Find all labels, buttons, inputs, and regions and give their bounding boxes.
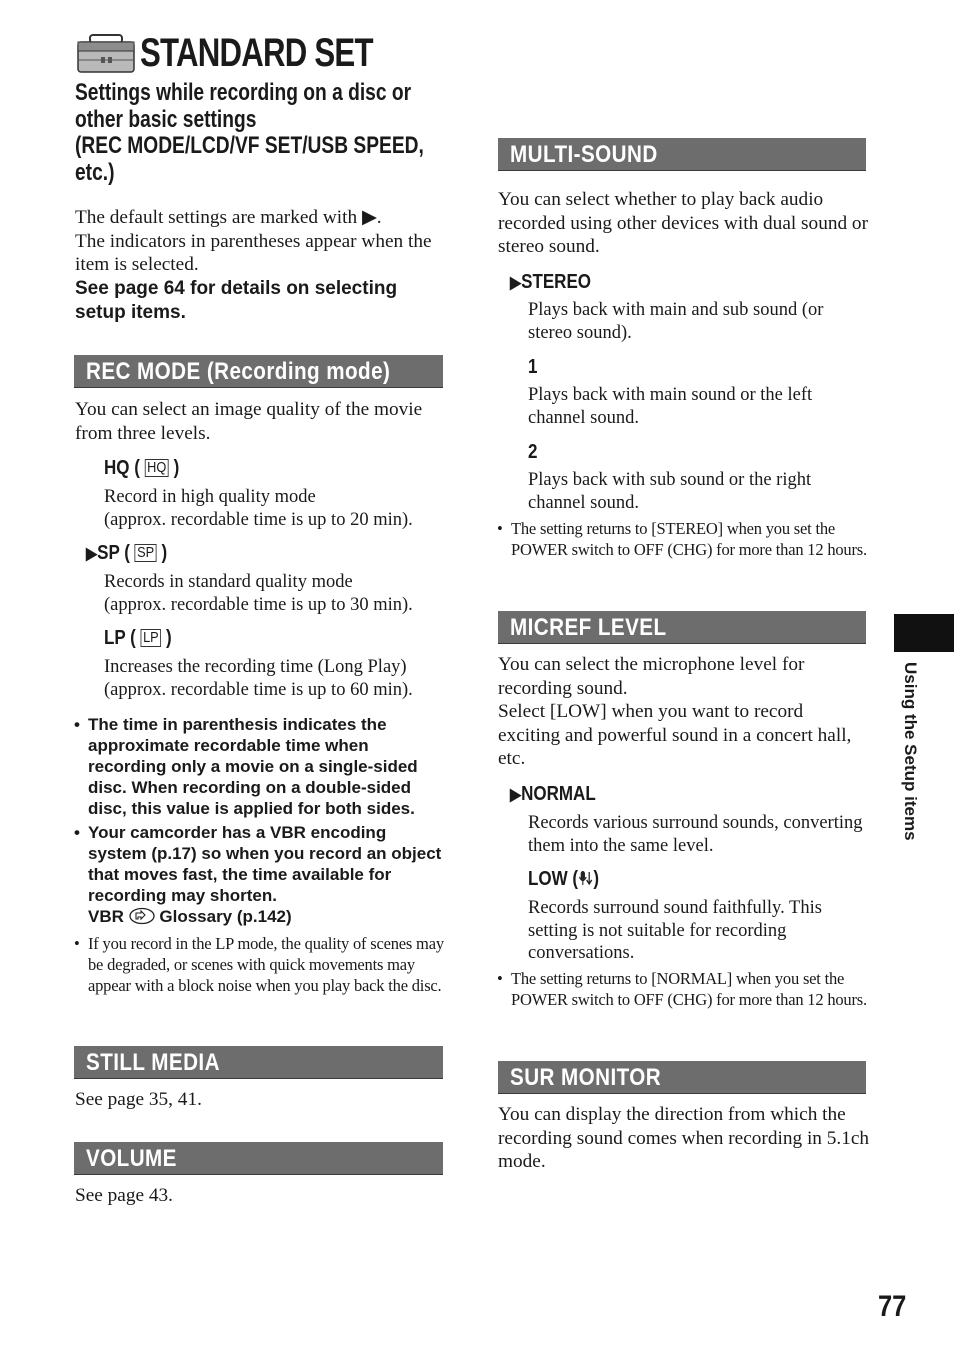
default-marker: ▶ bbox=[510, 273, 522, 292]
option-low-desc: Records surround sound faithfully. This setting is not suitable for recording conversations. bbox=[528, 898, 822, 963]
side-tab-label: Using the Setup items bbox=[901, 662, 920, 841]
micref-level-notes bbox=[497, 968, 869, 1010]
rec-mode-heading: REC MODE (Recording mode) bbox=[74, 355, 443, 388]
option-2: 2 bbox=[528, 441, 538, 463]
intro-default-note: The default settings are marked with ▶. bbox=[75, 207, 382, 228]
option-hq: HQ ( HQ ) bbox=[104, 457, 180, 479]
option-normal-desc: Records various surround sounds, converting them into the same level. bbox=[528, 813, 863, 856]
multi-sound-text: You can select whether to play back audio recorded using other devices with dual sound or stereo sound. bbox=[498, 189, 868, 257]
page-number: 77 bbox=[878, 1290, 907, 1323]
option-stereo-desc: Plays back with main and sub sound (or stereo sound). bbox=[528, 300, 824, 343]
option-2-desc: Plays back with sub sound or the right channel sound. bbox=[528, 470, 812, 513]
still-media-heading: STILL MEDIA bbox=[74, 1046, 443, 1079]
bold-note: • The time in parenthesis indicates the approximate recordable time when recording only a movie on a single-sided disc. When recording on a double-sided disc, this value is applied for both sides. bbox=[74, 714, 444, 819]
multi-sound-heading: MULTI-SOUND bbox=[498, 138, 866, 171]
option-sp-desc: Records in standard quality mode (approx. recordable time is up to 30 min). bbox=[104, 572, 413, 615]
toolbox-icon bbox=[76, 33, 136, 73]
sur-monitor-heading: SUR MONITOR bbox=[498, 1061, 866, 1094]
hq-indicator: HQ bbox=[145, 459, 169, 477]
option-normal: ▶NORMAL bbox=[510, 783, 596, 805]
intro-text bbox=[75, 206, 445, 325]
default-marker: ▶ bbox=[510, 785, 522, 804]
micref-level-text: You can select the microphone level for recording sound. Select [LOW] when you want to record exciting and powerful sound in a concert hall, etc. bbox=[498, 654, 852, 769]
side-tab bbox=[894, 614, 954, 652]
lp-indicator: LP bbox=[141, 629, 162, 647]
sur-monitor-text: You can display the direction from which the recording sound comes when recording in 5.1ch mode. bbox=[498, 1104, 870, 1172]
rec-mode-notes bbox=[74, 933, 444, 996]
intro-see-page: See page 64 for details on selecting setup items. bbox=[75, 277, 398, 323]
rec-mode-text: You can select an image quality of the movie from three levels. bbox=[75, 399, 423, 444]
intro-indicator-note: The indicators in parentheses appear when the item is selected. bbox=[75, 230, 432, 275]
option-lp: LP ( LP ) bbox=[104, 627, 172, 649]
subtitle: Settings while recording on a disc or other basic settings (REC MODE/LCD/VF SET/USB SPEED, etc.) bbox=[75, 79, 424, 186]
note-item: • The setting returns to [STEREO] when you set the POWER switch to OFF (CHG) for more than 12 hours. bbox=[497, 518, 869, 560]
still-media-text: See page 35, 41. bbox=[75, 1089, 202, 1110]
default-marker: ▶ bbox=[86, 544, 98, 563]
option-low: LOW ( ) bbox=[528, 868, 600, 890]
option-hq-desc: Record in high quality mode (approx. recordable time is up to 20 min). bbox=[104, 487, 413, 530]
glossary-ref: VBR Glossary (p.142) bbox=[88, 907, 292, 926]
glossary-icon bbox=[129, 907, 155, 925]
note-item: • If you record in the LP mode, the quality of scenes may be degraded, or scenes with quick movements may appear with a block noise when you play back the disc. bbox=[74, 933, 444, 996]
page-title: STANDARD SET bbox=[140, 30, 373, 75]
volume-text: See page 43. bbox=[75, 1185, 173, 1206]
option-1-desc: Plays back with main sound or the left channel sound. bbox=[528, 385, 813, 428]
volume-heading: VOLUME bbox=[74, 1142, 443, 1175]
multi-sound-notes bbox=[497, 518, 869, 560]
rec-mode-bold-notes bbox=[74, 714, 444, 927]
option-lp-desc: Increases the recording time (Long Play) (approx. recordable time is up to 60 min). bbox=[104, 657, 413, 700]
mic-low-icon bbox=[578, 869, 593, 887]
micref-level-heading: MICREF LEVEL bbox=[498, 611, 866, 644]
option-1: 1 bbox=[528, 356, 538, 378]
note-item: • The setting returns to [NORMAL] when you set the POWER switch to OFF (CHG) for more than 12 hours. bbox=[497, 968, 869, 1010]
bold-note: • Your camcorder has a VBR encoding system (p.17) so when you record an object that moves fast, the time available for recording may shorten. VBR Glossary (p.142) bbox=[74, 822, 444, 927]
sp-indicator: SP bbox=[135, 544, 157, 562]
option-sp: ▶SP ( SP ) bbox=[86, 542, 168, 564]
option-stereo: ▶STEREO bbox=[510, 271, 592, 293]
page-title-group bbox=[76, 30, 438, 76]
